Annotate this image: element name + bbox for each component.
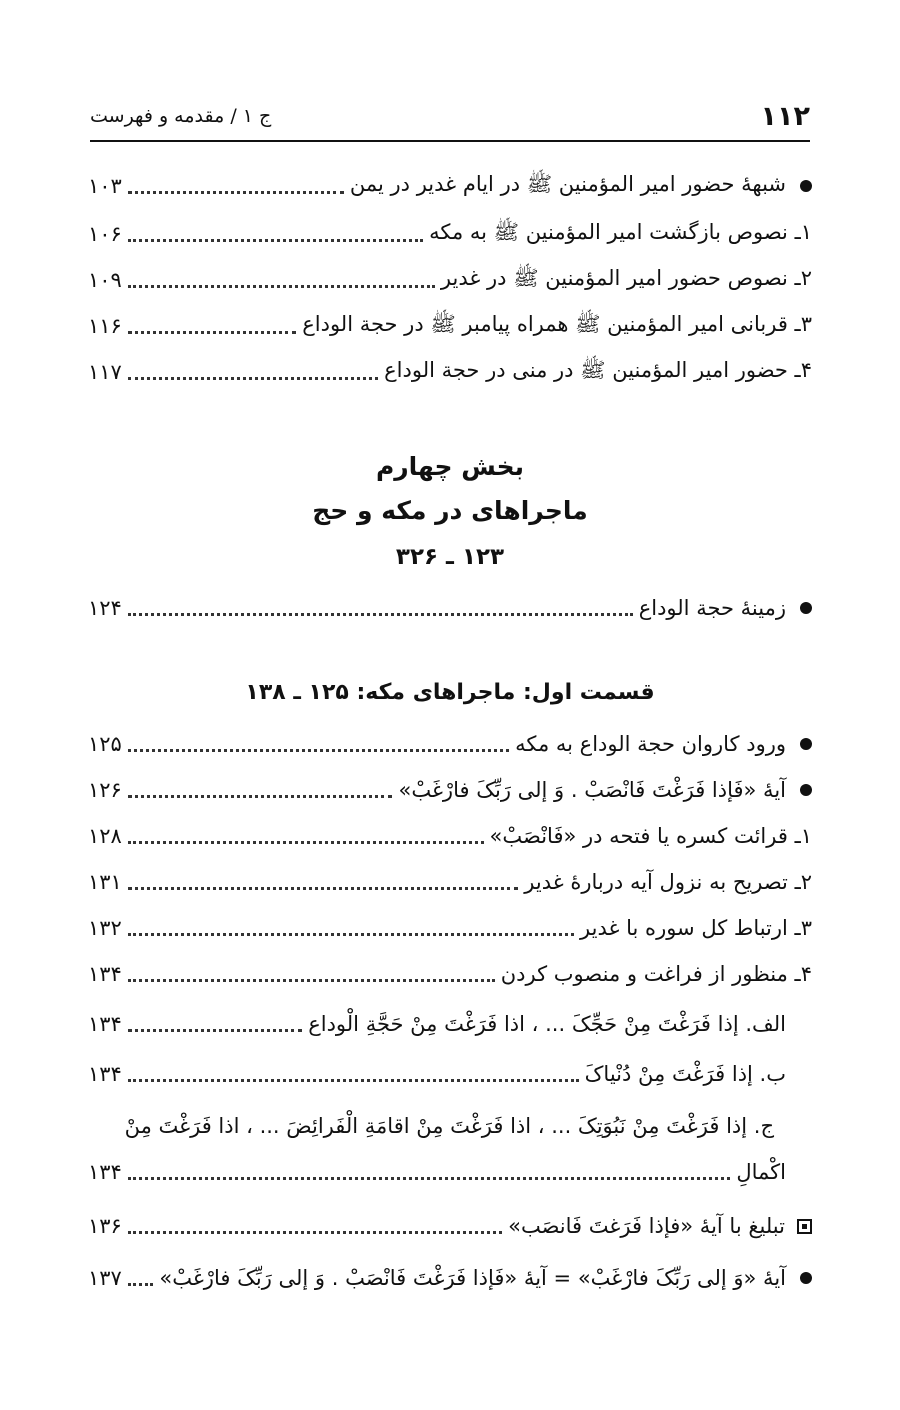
toc-entry-text: ۱ـ قرائت کسره یا فتحه در «فَانْصَبْ» [489, 824, 812, 848]
toc-entry[interactable] [88, 1150, 812, 1194]
leader-dots [128, 1231, 502, 1234]
toc-entry-page: ۱۳۷ [88, 1266, 122, 1290]
toc-entry-text: ۴ـ منظور از فراغت و منصوب کردن [500, 962, 812, 986]
leader-dots [128, 191, 344, 194]
toc-entry[interactable] [88, 1204, 812, 1248]
toc-entry-wrapped-line[interactable] [88, 1104, 800, 1148]
toc-entry-page: ۱۰۶ [88, 222, 122, 246]
toc-entry-text: ۲ـ نصوص حضور امیر المؤمنین ﷺ در غدیر [440, 265, 812, 290]
running-title: ج ۱ / مقدمه و فهرست [90, 105, 272, 127]
toc-entry-text: ۱ـ نصوص بازگشت امیر المؤمنین ﷺ به مکه [429, 219, 812, 244]
toc-entry-text: ۳ـ قربانی امیر المؤمنین ﷺ همراه پیامبر ﷺ در حجة الوداع [302, 311, 812, 336]
toc-entry-text: ب. إذا فَرَغْتَ مِنْ دُنْیاکَ [584, 1062, 786, 1086]
toc-entry[interactable] [88, 906, 812, 950]
toc-entry-text: ۴ـ حضور امیر المؤمنین ﷺ در منی در حجة الوداع [384, 357, 812, 382]
toc-entry[interactable] [88, 722, 812, 766]
toc-entry-page: ۱۲۵ [88, 732, 122, 756]
toc-entry-text: ورود کاروان حجة الوداع به مکه [515, 732, 786, 756]
leader-dots [128, 331, 296, 334]
toc-entry-text: شبهۀ حضور امیر المؤمنین ﷺ در ایام غدیر در یمن [349, 171, 786, 196]
toc-entry-page: ۱۲۶ [88, 778, 122, 802]
toc-entry-page: ۱۳۴ [88, 1062, 122, 1086]
toc-entry-page: ۱۱۶ [88, 314, 122, 338]
leader-dots [128, 285, 435, 288]
toc-entry[interactable] [88, 768, 812, 812]
page-header [90, 92, 810, 142]
toc-entry-page: ۱۲۸ [88, 824, 122, 848]
toc-entry-text: زمینۀ حجة الوداع [638, 596, 786, 620]
toc-entry-page: ۱۳۲ [88, 916, 122, 940]
bullet-icon [800, 784, 812, 796]
toc-entry[interactable] [88, 1052, 812, 1096]
toc-entry[interactable] [88, 860, 812, 904]
toc-entry[interactable] [88, 304, 812, 348]
toc-entry-page: ۱۳۶ [88, 1214, 122, 1238]
toc-entry-page: ۱۳۴ [88, 1160, 122, 1184]
toc-entry-text: ج. إذا فَرَغْتَ مِنْ نَبُوَتِکَ ... ، اذا فَرَغْتَ مِنْ اقامَةِ الْفَرائِضَ ... ، اذا فَرَغْتَ مِنْ [124, 1114, 774, 1138]
leader-dots [128, 1177, 731, 1180]
leader-dots [128, 1079, 579, 1082]
bullet-icon [800, 180, 812, 192]
toc-entry-text: تبلیغ با آیۀ «فإذا فَرَغتَ فَانصَب» [508, 1214, 785, 1238]
toc-entry-text: آیۀ «وَ إلی رَبِّکَ فارْغَبْ» = آیۀ «فَإذا فَرَغْتَ فَانْصَبْ . وَ إلی رَبِّکَ فارْغَبْ» [159, 1266, 786, 1290]
toc-entry[interactable] [88, 258, 812, 302]
toc-entry[interactable] [88, 1256, 812, 1300]
bullet-icon [800, 738, 812, 750]
leader-dots [128, 841, 484, 844]
leader-dots [128, 749, 509, 752]
toc-entry[interactable] [88, 952, 812, 996]
toc-entry-page: ۱۰۹ [88, 268, 122, 292]
leader-dots [128, 795, 393, 798]
part-title: ماجراهای در مکه و حج [312, 496, 588, 525]
toc-entry-text: اکْمالِ [736, 1160, 786, 1184]
square-bullet-icon [797, 1219, 812, 1234]
page-number: ۱۱۲ [760, 100, 810, 132]
leader-dots [128, 1283, 154, 1286]
toc-entry[interactable] [88, 586, 812, 630]
toc-entry-page: ۱۰۳ [88, 174, 122, 198]
toc-entry[interactable] [88, 164, 812, 208]
toc-entry-page: ۱۲۴ [88, 596, 122, 620]
leader-dots [128, 239, 423, 242]
toc-entry-page: ۱۳۴ [88, 962, 122, 986]
part-label: بخش چهارم [375, 452, 525, 481]
leader-dots [128, 979, 495, 982]
toc-entry-text: آیۀ «فَإذا فَرَغْتَ فَانْصَبْ . وَ إلی رَبِّکَ فارْغَبْ» [398, 778, 786, 802]
subsection-title: قسمت اول: ماجراهای مکه: ۱۲۵ ـ ۱۳۸ [245, 680, 655, 705]
bullet-icon [800, 602, 812, 614]
toc-entry-page: ۱۱۷ [88, 360, 122, 384]
leader-dots [128, 613, 633, 616]
leader-dots [128, 1029, 302, 1032]
toc-entry[interactable] [88, 212, 812, 256]
toc-entry[interactable] [88, 814, 812, 858]
toc-entry-text: الف. إذا فَرَغْتَ مِنْ حَجِّکَ ... ، اذا فَرَغْتَ مِنْ حَجَّةِ الْوداع [308, 1012, 786, 1036]
toc-entry[interactable] [88, 1002, 812, 1046]
toc-entry-page: ۱۳۱ [88, 870, 122, 894]
toc-entry-text: ۲ـ تصریح به نزول آیه دربارۀ غدیر [524, 870, 812, 894]
toc-entry[interactable] [88, 350, 812, 394]
leader-dots [128, 887, 518, 890]
toc-entry-page: ۱۳۴ [88, 1012, 122, 1036]
leader-dots [128, 377, 378, 380]
part-range: ۱۲۳ ـ ۳۲۶ [395, 544, 505, 570]
toc-entry-text: ۳ـ ارتباط کل سوره با غدیر [580, 916, 812, 940]
bullet-icon [800, 1272, 812, 1284]
leader-dots [128, 933, 574, 936]
